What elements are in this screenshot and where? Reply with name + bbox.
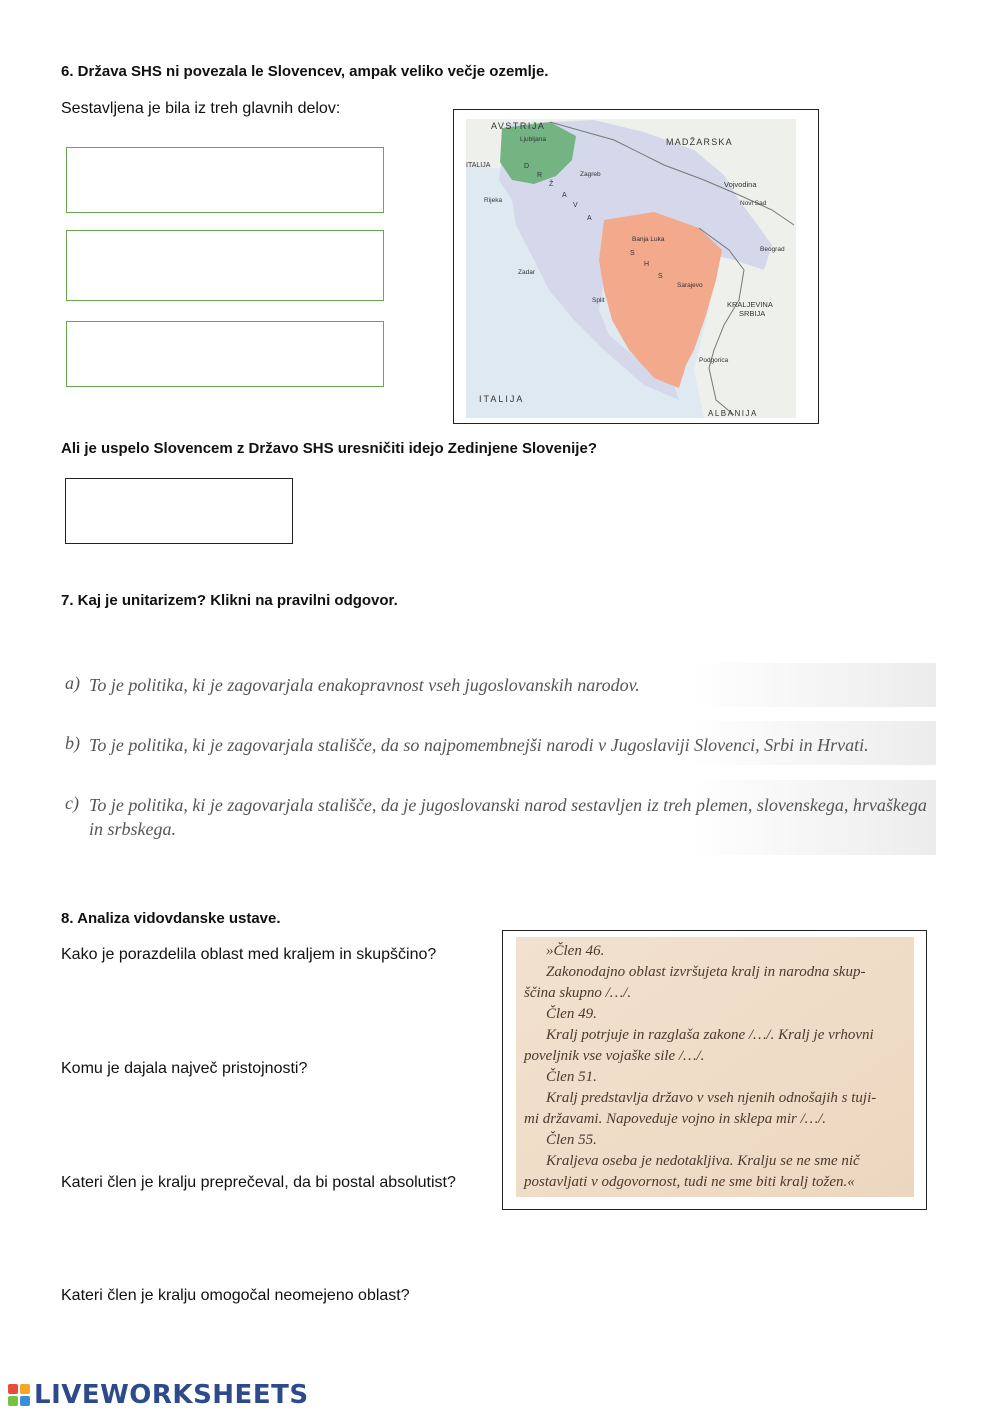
option-c-letter: c) (65, 793, 79, 813)
option-c-text: To je politika, ki je zagovarjala stališče, da je jugoslovanski narod sestavljen iz treh plemen, slovenskega, hrvaškega in srbskega. (89, 795, 927, 839)
map-letter-z: Ž (549, 181, 554, 188)
map-letter-r: R (537, 172, 543, 179)
option-a[interactable] (55, 663, 936, 707)
option-b-text: To je politika, ki je zagovarjala stališče, da so najpomembnejši narodi v Jugoslaviji Slovenci, Srbi in Hrvati. (89, 735, 869, 755)
option-c[interactable] (55, 780, 936, 855)
q8-question-2: Komu je dajala največ pristojnosti? (61, 1060, 308, 1077)
map-label-banja-luka: Banja Luka (632, 236, 665, 243)
constitution-quote (516, 937, 914, 1197)
map-label-srbija: SRBIJA (739, 309, 766, 318)
map-letter-s1: S (630, 250, 635, 257)
q8-question-3: Kateri člen je kralju preprečeval, da bi postal absolutist? (61, 1174, 456, 1191)
logo-square (8, 1384, 18, 1394)
answer-box-part-1[interactable] (66, 147, 384, 213)
map-label-italija-top: ITALIJA (466, 162, 491, 169)
map-label-sarajevo: Sarajevo (677, 282, 703, 289)
map-letter-a1: A (562, 192, 567, 199)
quote-line: Člen 55. (546, 1132, 597, 1148)
quote-line: Kralj potrjuje in razglaša zakone /…/. Kralj je vrhovni (546, 1027, 874, 1043)
option-b[interactable] (55, 721, 936, 765)
map-label-madzarska: MADŽARSKA (666, 137, 733, 147)
q7-title: 7. Kaj je unitarizem? Klikni na pravilni odgovor. (61, 592, 398, 609)
constitution-quote-frame (502, 930, 927, 1210)
quote-line: postavljati v odgovornost, tudi ne sme biti kralj tožen.« (524, 1174, 855, 1190)
quote-line: Kraljeva oseba je nedotakljiva. Kralju se ne sme nič (546, 1153, 860, 1169)
q8-question-1: Kako je porazdelila oblast med kraljem in skupščino? (61, 946, 437, 963)
option-a-text: To je politika, ki je zagovarjala enakopravnost vseh jugoslovanskih narodov. (89, 675, 640, 695)
map-label-avstrija: AVSTRIJA (491, 121, 546, 131)
logo-square (8, 1396, 18, 1406)
map-label-split: Split (592, 297, 605, 304)
logo-grid-icon (8, 1384, 30, 1406)
map-label-podgorica: Podgorica (699, 357, 729, 364)
map-label-italija-bottom: ITALIJA (479, 394, 525, 404)
answer-box-part-3[interactable] (66, 321, 384, 387)
map-frame (453, 109, 819, 424)
liveworksheets-logo[interactable] (8, 1380, 309, 1410)
logo-square (20, 1384, 30, 1394)
shs-map (454, 110, 818, 423)
logo-square (20, 1396, 30, 1406)
q6-question2: Ali je uspelo Slovencem z Državo SHS uresničiti idejo Zedinjene Slovenije? (61, 440, 597, 457)
option-b-letter: b) (65, 733, 80, 753)
map-letter-d: D (524, 163, 530, 170)
q8-question-4: Kateri člen je kralju omogočal neomejeno oblast? (61, 1287, 410, 1304)
answer-box-zedinjena-slovenija[interactable] (65, 478, 293, 544)
quote-line: poveljnik vse vojaške sile /…/. (524, 1048, 705, 1064)
answer-box-part-2[interactable] (66, 230, 384, 301)
q8-title: 8. Analiza vidovdanske ustave. (61, 910, 281, 927)
quote-line: Zakonodajno oblast izvršujeta kralj in narodna skup- (546, 964, 866, 980)
map-letter-v: V (573, 202, 578, 209)
quote-line: mi državami. Napoveduje vojno in sklepa mir /…/. (524, 1111, 827, 1127)
map-label-novi-sad: Novi Sad (740, 200, 767, 207)
logo-text: LIVEWORKSHEETS (34, 1380, 309, 1410)
map-letter-a2: A (587, 215, 592, 222)
q6-title: 6. Država SHS ni povezala le Slovencev, ampak veliko večje ozemlje. (61, 63, 549, 80)
map-label-zagreb: Zagreb (580, 171, 601, 178)
quote-line: Kralj predstavlja državo v vseh njenih odnošajih s tuji- (546, 1090, 877, 1106)
quote-line: Člen 49. (546, 1006, 597, 1022)
map-label-kraljevina: KRALJEVINA (727, 300, 773, 309)
option-a-letter: a) (65, 673, 80, 693)
quote-line: »Člen 46. (546, 943, 605, 959)
map-label-beograd: Beograd (760, 246, 785, 253)
quote-line: Člen 51. (546, 1069, 597, 1085)
map-label-vojvodina: Vojvodina (724, 180, 757, 189)
map-label-albanija: ALBANIJA (708, 409, 758, 418)
q6-prompt: Sestavljena je bila iz treh glavnih delov: (61, 100, 341, 117)
map-letter-s2: S (658, 273, 663, 280)
quote-line: ščina skupno /…/. (524, 985, 632, 1001)
map-label-zadar: Zadar (518, 269, 535, 276)
map-label-ljubljana: Ljubljana (520, 136, 547, 143)
map-label-rijeka: Rijeka (484, 197, 503, 204)
map-letter-h: H (644, 261, 650, 268)
